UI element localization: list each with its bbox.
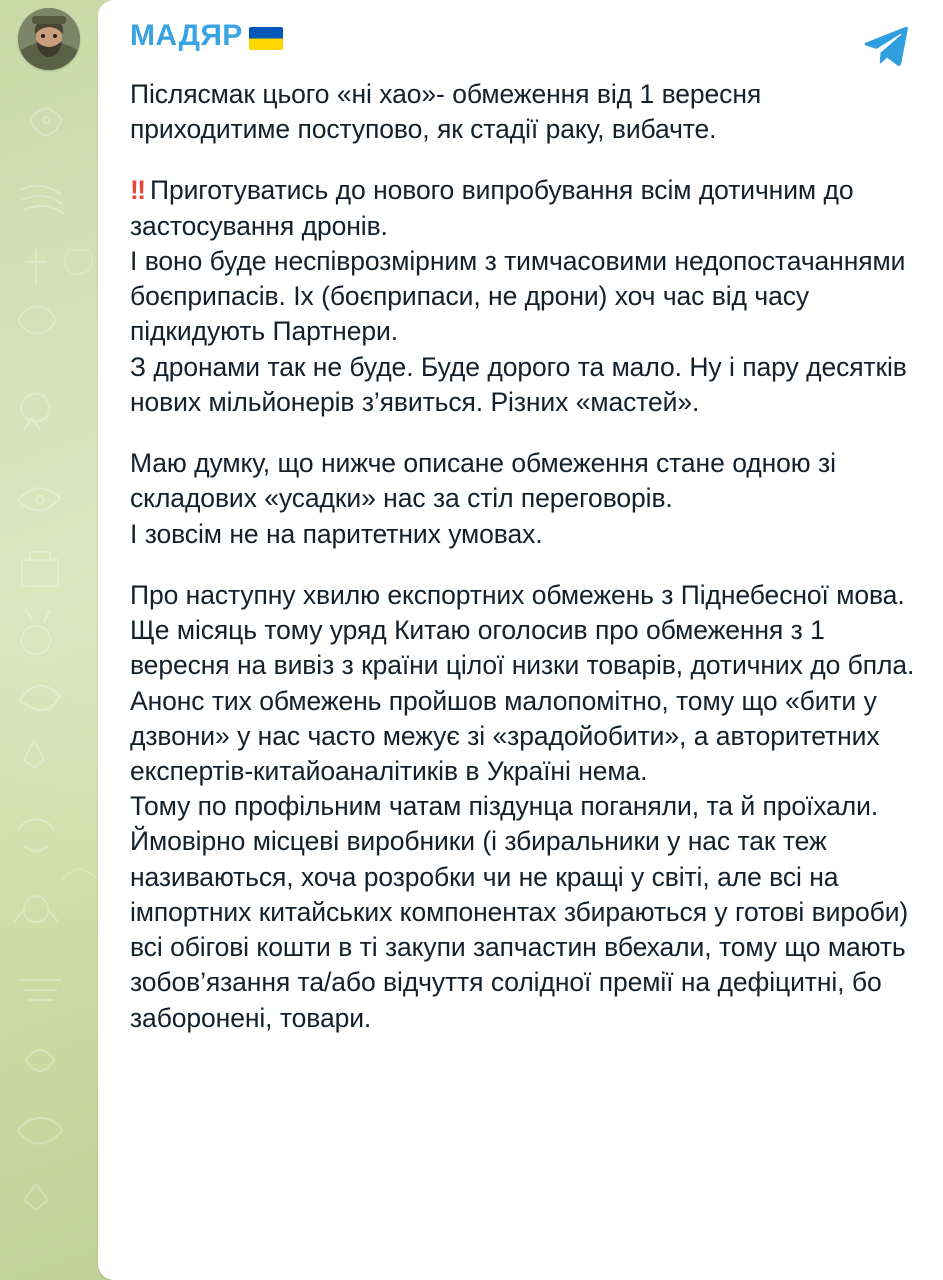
message-text bbox=[130, 77, 917, 1036]
double-exclamation-icon: ‼ bbox=[130, 175, 145, 206]
paragraph: Тому по профільним чатам піздунца поганяли, та й проїхали. Ймовірно місцеві виробники (і збиральники у нас так теж називаються, хоча розробки чи не кращі у світі, але всі на імпортних китайських компонентах збираються у готові вироби) всі обігові кошти в ті закупи запчастин вбехали, тому що мають зобов’язання та/або відчуття солідної премії на дефіцитні, бо заборонені, товари. bbox=[130, 791, 909, 1033]
telegram-glyph bbox=[863, 26, 909, 66]
avatar[interactable] bbox=[18, 8, 80, 70]
paragraph bbox=[130, 173, 917, 243]
paragraph: Про наступну хвилю експортних обмежень з Піднебесної мова. bbox=[130, 579, 905, 610]
paragraph: З дронами так не буде. Буде дорого та мало. Ну і пару десятків нових мільйонерів з’явиться. Різних «мастей». bbox=[130, 351, 907, 417]
paragraph-text: Приготуватись до нового випробування всім дотичним до застосування дронів. bbox=[130, 175, 854, 241]
channel-author-name: МАДЯР bbox=[130, 19, 243, 52]
paragraph: Ще місяць тому уряд Китаю оголосив про обмеження з 1 вересня на вивіз з країни цілої низки товарів, дотичних до бпла. bbox=[130, 615, 915, 681]
paragraph: Маю думку, що нижче описане обмеження стане одною зі складових «усадки» нас за стіл переговорів. bbox=[130, 448, 836, 514]
avatar-image bbox=[18, 8, 80, 70]
channel-author[interactable] bbox=[130, 18, 283, 54]
paragraph: Післясмак цього «ні хао»- обмеження від 1 вересня приходитиме поступово, як стадії раку, вибачте. bbox=[130, 79, 762, 145]
paragraph: Анонс тих обмежень пройшов малопомітно, тому що «бити у дзвони» у нас часто межує зі «зрадойобити», а авторитетних експертів-китайоаналітиків в Україні нема. bbox=[130, 685, 880, 786]
message-bubble[interactable] bbox=[98, 0, 943, 1280]
ukraine-flag-icon bbox=[249, 27, 283, 50]
paragraph: І воно буде неспіврозмірним з тимчасовими недопостачаннями боєприпасів. Іх (боєприпаси, не дрони) хоч час від часу підкидують Партнери. bbox=[130, 245, 906, 347]
paragraph: І зовсім не на паритетних умовах. bbox=[130, 518, 543, 549]
telegram-icon bbox=[863, 26, 909, 71]
message-header bbox=[130, 18, 917, 71]
